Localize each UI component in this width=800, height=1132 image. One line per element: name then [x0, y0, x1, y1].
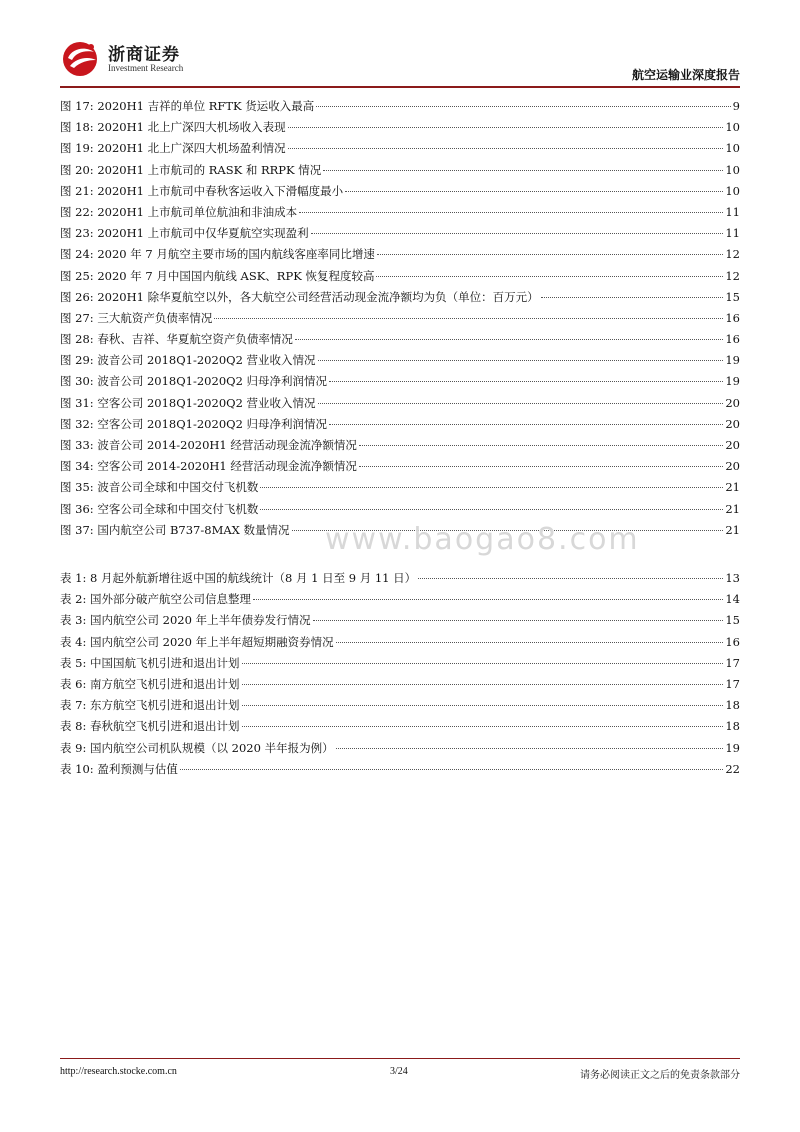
toc-entry-page: 10 — [725, 141, 740, 156]
toc-entry-label: 表 6: 南方航空飞机引进和退出计划 — [60, 676, 240, 691]
toc-entry-page: 12 — [725, 268, 740, 283]
dot-leader — [359, 465, 723, 467]
table-index-entry[interactable] — [60, 718, 740, 739]
toc-entry-page: 22 — [725, 761, 740, 776]
toc-entry-page: 9 — [732, 99, 740, 113]
toc-entry-page: 19 — [725, 353, 740, 368]
toc-entry-page: 17 — [725, 655, 740, 670]
figure-index-entry[interactable] — [60, 395, 740, 416]
table-index-entry[interactable] — [60, 634, 740, 655]
table-index-entry[interactable] — [60, 697, 740, 718]
toc-entry-label: 图 33: 波音公司 2014-2020H1 经营活动现金流净额情况 — [60, 438, 357, 452]
report-title: 航空运输业深度报告 — [631, 68, 740, 82]
figure-index-entry[interactable] — [60, 437, 740, 458]
dot-leader — [345, 190, 723, 192]
toc-entry-label: 图 32: 空客公司 2018Q1-2020Q2 归母净利润情况 — [60, 416, 328, 431]
dot-leader — [541, 296, 724, 298]
figure-index-entry[interactable] — [60, 501, 740, 522]
toc-entry-page: 19 — [725, 740, 740, 755]
dot-leader — [260, 486, 723, 488]
table-index-entry[interactable] — [60, 612, 740, 633]
table-index-entry[interactable] — [60, 570, 740, 591]
toc-entry-label: 表 1: 8 月起外航新增往返中国的航线统计（8 月 1 日至 9 月 11 日） — [60, 571, 417, 585]
dot-leader — [359, 444, 723, 446]
table-index-entry[interactable] — [60, 655, 740, 676]
toc-entry-page: 21 — [725, 522, 740, 537]
toc-entry-label: 图 18: 2020H1 北上广深四大机场收入表现 — [60, 120, 286, 135]
toc-entry-label: 表 2: 国外部分破产航空公司信息整理 — [60, 592, 252, 607]
dot-leader — [318, 402, 724, 404]
company-logo-icon — [60, 38, 104, 78]
page-footer — [60, 1066, 740, 1082]
figure-index-entry[interactable] — [60, 352, 740, 373]
figure-index-entry[interactable] — [60, 331, 740, 352]
dot-leader — [376, 275, 723, 277]
figure-index-entry[interactable] — [60, 204, 740, 225]
toc-entry-label: 表 10: 盈利预测与估值 — [60, 761, 178, 776]
figure-index-entry[interactable] — [60, 140, 740, 161]
toc-entry-label: 图 27: 三大航资产负债率情况 — [60, 310, 213, 325]
figure-index-entry[interactable] — [60, 289, 740, 310]
dot-leader — [336, 747, 724, 749]
page-header — [60, 36, 740, 92]
toc-entry-label: 图 20: 2020H1 上市航司的 RASK 和 RRPK 情况 — [60, 162, 322, 177]
dot-leader — [214, 317, 723, 319]
toc-entry-label: 图 25: 2020 年 7 月中国国内航线 ASK、RPK 恢复程度较高 — [60, 268, 375, 283]
dot-leader — [313, 619, 724, 621]
table-index-entry[interactable] — [60, 740, 740, 761]
toc-entry-label: 图 22: 2020H1 上市航司单位航油和非油成本 — [60, 204, 298, 219]
toc-entry-page: 10 — [725, 183, 740, 198]
toc-entry-page: 21 — [725, 480, 740, 495]
toc-entry-label: 图 28: 春秋、吉祥、华夏航空资产负债率情况 — [60, 332, 293, 347]
toc-entry-label: 图 26: 2020H1 除华夏航空以外，各大航空公司经营活动现金流净额均为负（单位：百万元） — [60, 289, 539, 304]
dot-leader — [288, 147, 724, 149]
toc-entry-page: 20 — [725, 459, 740, 474]
toc-entry-label: 图 29: 波音公司 2018Q1-2020Q2 营业收入情况 — [60, 353, 316, 368]
dot-leader — [242, 725, 724, 727]
toc-entry-page: 16 — [725, 310, 740, 325]
table-index-entry[interactable] — [60, 761, 740, 782]
toc-entry-label: 表 9: 国内航空公司机队规模（以 2020 半年报为例） — [60, 740, 334, 755]
toc-entry-label: 图 34: 空客公司 2014-2020H1 经营活动现金流净额情况 — [60, 459, 357, 474]
toc-entry-label: 图 35: 波音公司全球和中国交付飞机数 — [60, 480, 259, 495]
dot-leader — [180, 768, 724, 770]
toc-entry-page: 20 — [725, 438, 740, 452]
toc-entry-label: 图 36: 空客公司全球和中国交付飞机数 — [60, 501, 259, 516]
toc-entry-page: 11 — [725, 226, 740, 241]
toc-entry-page: 16 — [725, 332, 740, 347]
toc-entry-page: 20 — [725, 416, 740, 431]
figure-index-entry[interactable] — [60, 310, 740, 331]
toc-entry-page: 18 — [725, 719, 740, 734]
company-subtitle: Investment Research — [108, 63, 184, 73]
toc-entry-page: 15 — [725, 289, 740, 304]
toc-entry-label: 图 30: 波音公司 2018Q1-2020Q2 归母净利润情况 — [60, 374, 328, 389]
toc-entry-page: 10 — [725, 120, 740, 135]
figure-index-entry[interactable] — [60, 373, 740, 394]
toc-entry-page: 11 — [725, 204, 740, 219]
dot-leader — [316, 105, 730, 107]
figure-index-list — [60, 98, 740, 543]
toc-entry-label: 表 7: 东方航空飞机引进和退出计划 — [60, 698, 240, 713]
toc-entry-label: 图 24: 2020 年 7 月航空主要市场的国内航线客座率同比增速 — [60, 247, 375, 262]
toc-entry-label: 图 23: 2020H1 上市航司中仅华夏航空实现盈利 — [60, 226, 309, 241]
toc-entry-label: 图 37: 国内航空公司 B737-8MAX 数量情况 — [60, 522, 290, 537]
toc-entry-page: 15 — [725, 613, 740, 628]
footer-url[interactable]: http://research.stocke.com.cn — [60, 1066, 177, 1077]
table-index-list — [60, 570, 740, 782]
dot-leader — [288, 126, 724, 128]
toc-entry-label: 图 21: 2020H1 上市航司中春秋客运收入下滑幅度最小 — [60, 183, 344, 198]
figure-index-entry[interactable] — [60, 98, 740, 119]
figure-index-entry[interactable] — [60, 225, 740, 246]
toc-entry-page: 16 — [725, 634, 740, 649]
dot-leader — [318, 359, 724, 361]
toc-entry-label: 图 19: 2020H1 北上广深四大机场盈利情况 — [60, 141, 286, 156]
dot-leader — [242, 683, 724, 685]
table-index-entry[interactable] — [60, 591, 740, 612]
toc-entry-page: 14 — [725, 592, 740, 607]
toc-entry-label: 表 5: 中国国航飞机引进和退出计划 — [60, 655, 240, 670]
dot-leader — [299, 211, 723, 213]
figure-index-entry[interactable] — [60, 183, 740, 204]
figure-index-entry[interactable] — [60, 416, 740, 437]
footer-divider — [60, 1058, 740, 1059]
toc-entry-page: 10 — [725, 162, 740, 177]
toc-entry-label: 表 4: 国内航空公司 2020 年上半年超短期融资券情况 — [60, 634, 334, 649]
dot-leader — [295, 338, 724, 340]
toc-entry-page: 12 — [725, 247, 740, 262]
page-number: 3/24 — [390, 1066, 408, 1077]
toc-entry-page: 21 — [725, 501, 740, 516]
figure-index-entry[interactable] — [60, 458, 740, 479]
dot-leader — [253, 598, 723, 600]
figure-index-entry[interactable] — [60, 119, 740, 140]
dot-leader — [329, 423, 723, 425]
toc-entry-label: 表 8: 春秋航空飞机引进和退出计划 — [60, 719, 240, 734]
dot-leader — [242, 704, 724, 706]
dot-leader — [242, 662, 724, 664]
toc-entry-page: 20 — [725, 395, 740, 410]
toc-entry-label: 表 3: 国内航空公司 2020 年上半年债券发行情况 — [60, 613, 311, 628]
dot-leader — [377, 253, 723, 255]
footer-disclaimer: 请务必阅读正文之后的免责条款部分 — [580, 1070, 740, 1081]
dot-leader — [323, 169, 723, 171]
dot-leader — [329, 380, 723, 382]
table-index-entry[interactable] — [60, 676, 740, 697]
company-name: 浙商证券 — [108, 45, 180, 65]
toc-entry-label: 图 31: 空客公司 2018Q1-2020Q2 营业收入情况 — [60, 395, 316, 410]
toc-entry-page: 13 — [725, 571, 740, 585]
dot-leader — [336, 641, 724, 643]
figure-index-entry[interactable] — [60, 268, 740, 289]
dot-leader — [418, 577, 723, 579]
figure-index-entry[interactable] — [60, 479, 740, 500]
dot-leader — [311, 232, 724, 234]
watermark: www.baogao8.com — [325, 522, 640, 557]
toc-entry-page: 17 — [725, 676, 740, 691]
figure-index-entry[interactable] — [60, 246, 740, 267]
header-divider — [60, 86, 740, 88]
toc-entry-label: 图 17: 2020H1 吉祥的单位 RFTK 货运收入最高 — [60, 99, 315, 113]
toc-entry-page: 18 — [725, 698, 740, 713]
dot-leader — [260, 508, 723, 510]
toc-entry-page: 19 — [725, 374, 740, 389]
figure-index-entry[interactable] — [60, 162, 740, 183]
